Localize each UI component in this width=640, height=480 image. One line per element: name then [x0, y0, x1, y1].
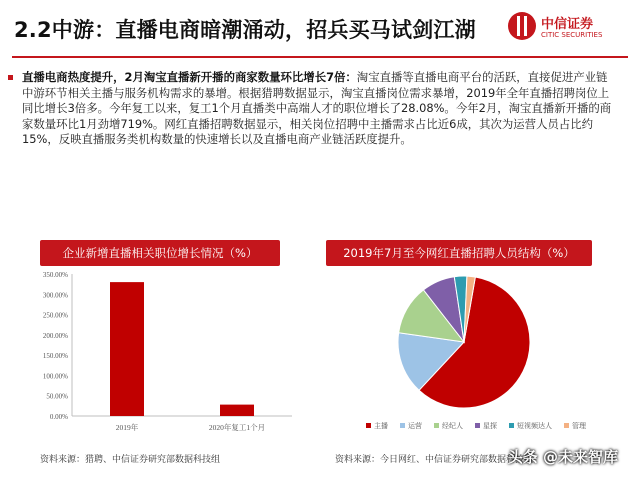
logo-en-text: CITIC SECURITIES [541, 31, 603, 39]
y-tick-label: 300.00% [42, 291, 68, 300]
bar-chart [30, 266, 300, 446]
header-divider [12, 56, 628, 58]
legend-swatch [564, 423, 569, 428]
legend-label: 运营 [408, 422, 422, 430]
y-tick-label: 0.00% [49, 413, 68, 421]
y-tick-label: 200.00% [42, 331, 68, 340]
legend-label: 短视频达人 [517, 422, 552, 430]
paragraph-lead: 直播电商热度提升，2月淘宝直播新开播的商家数量环比增长7倍： [22, 70, 357, 84]
legend-label: 经纪人 [442, 422, 463, 430]
y-tick-label: 350.00% [42, 271, 68, 279]
legend-swatch [475, 423, 480, 428]
slide-header [0, 0, 640, 62]
legend-label: 星探 [483, 422, 497, 430]
source-left: 资料来源：猎聘、中信证券研究部数据科技组 [40, 455, 221, 465]
legend-swatch [366, 423, 371, 428]
x-tick-label: 2019年 [115, 423, 139, 432]
page-title: 2.2中游：直播电商暗潮涌动，招兵买马试剑江湖 [14, 18, 476, 42]
paragraph-body: 淘宝直播等直播电商平台的活跃，直接促进产业链中游环节相关主播与服务机构需求的暴增。根据猎聘数据显示，淘宝直播岗位需求暴增，2019年全年直播招聘岗位上同比增长3倍多。今年复工以来，复工1个月直播类中高端人才的职位增长了28.08%。今年2月，淘宝直播新开播的商家数量环比1月劲增719%。网红直播招聘数据显示，相关岗位招聘中主播需求占比近6成，其次为运营人员占比约15%，反映直播服务类机构数量的快速增长以及直播电商产业链活跃度提升。 [22, 70, 612, 147]
y-tick-label: 250.00% [42, 311, 68, 320]
bullet-icon [8, 75, 13, 80]
brand-logo [508, 10, 626, 50]
citic-logo-icon [508, 12, 536, 40]
watermark: 头条 @未来智库 [507, 448, 618, 466]
legend-label: 主播 [374, 422, 388, 430]
source-right: 资料来源：今日网红、中信证券研究部数据科技组 [335, 455, 534, 465]
legend-swatch [434, 423, 439, 428]
x-tick-label: 2020年复工1个月 [208, 423, 266, 432]
pie-chart-title: 2019年7月至今网红直播招聘人员结构（%） [326, 240, 592, 266]
legend-swatch [509, 423, 514, 428]
summary-paragraph [22, 70, 612, 148]
bar [110, 282, 144, 416]
y-tick-label: 150.00% [42, 352, 68, 361]
pie-chart [330, 266, 590, 446]
legend-label: 管理 [572, 422, 586, 430]
logo-cn-text: 中信证券 [541, 17, 594, 32]
y-tick-label: 100.00% [42, 372, 68, 381]
legend-swatch [400, 423, 405, 428]
bar [220, 405, 254, 416]
bar-chart-title: 企业新增直播相关职位增长情况（%） [40, 240, 280, 266]
y-tick-label: 50.00% [46, 392, 68, 401]
